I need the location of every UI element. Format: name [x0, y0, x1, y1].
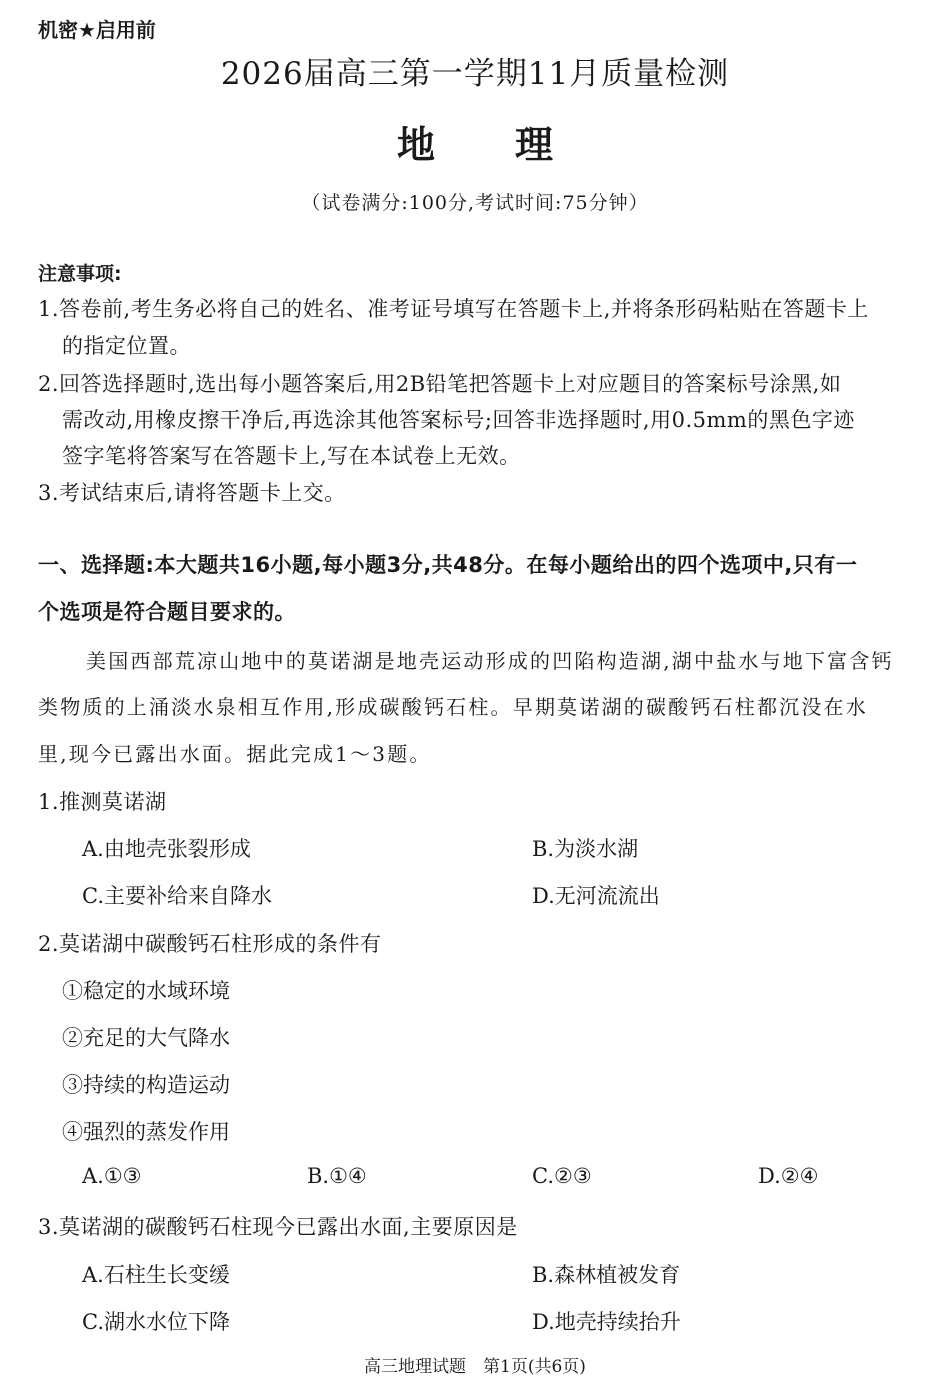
q2-option-a: A.①③ [82, 1164, 142, 1188]
q1-option-c: C.主要补给来自降水 [82, 884, 272, 908]
q2-option-d: D.②④ [758, 1164, 819, 1188]
q2-item: ④强烈的蒸发作用 [62, 1120, 230, 1144]
q3-option-d: D.地壳持续抬升 [532, 1310, 681, 1334]
q1-option-d: D.无河流流出 [532, 884, 660, 908]
passage-line: 美国西部荒凉山地中的莫诺湖是地壳运动形成的凹陷构造湖,湖中盐水与地下富含钙 [86, 649, 894, 673]
exam-info: （试卷满分:100分,考试时间:75分钟） [301, 192, 649, 214]
note-line: 签字笔将答案写在答题卡上,写在本试卷上无效。 [62, 444, 521, 468]
q3-option-b: B.森林植被发育 [532, 1263, 681, 1287]
q3-option-a: A.石柱生长变缓 [82, 1263, 230, 1287]
question-2-stem: 2.莫诺湖中碳酸钙石柱形成的条件有 [38, 932, 382, 956]
question-3-stem: 3.莫诺湖的碳酸钙石柱现今已露出水面,主要原因是 [38, 1215, 518, 1239]
note-line: 3.考试结束后,请将答题卡上交。 [38, 481, 346, 505]
note-line: 需改动,用橡皮擦干净后,再选涂其他答案标号;回答非选择题时,用0.5mm的黑色字迹 [62, 408, 855, 432]
q2-item: ②充足的大气降水 [62, 1026, 230, 1050]
question-1-stem: 1.推测莫诺湖 [38, 790, 167, 814]
passage-line: 类物质的上涌淡水泉相互作用,形成碳酸钙石柱。早期莫诺湖的碳酸钙石柱都沉没在水 [38, 695, 868, 719]
q1-option-a: A.由地壳张裂形成 [82, 837, 251, 861]
section-heading-cont: 个选项是符合题目要求的。 [38, 600, 296, 624]
subject-heading: 地理 [396, 123, 633, 167]
q1-option-b: B.为淡水湖 [532, 837, 639, 861]
q2-option-c: C.②③ [532, 1164, 592, 1188]
note-line: 2.回答选择题时,选出每小题答案后,用2B铅笔把答题卡上对应题目的答案标号涂黑,如 [38, 372, 842, 396]
exam-title: 2026届高三第一学期11月质量检测 [220, 56, 730, 92]
page-footer: 高三地理试题 第1页(共6页) [364, 1357, 586, 1377]
confidential-label: 机密★启用前 [38, 18, 156, 42]
q3-option-c: C.湖水水位下降 [82, 1310, 230, 1334]
q2-option-b: B.①④ [307, 1164, 367, 1188]
note-line: 的指定位置。 [62, 334, 191, 358]
passage-line: 里,现今已露出水面。据此完成1～3题。 [38, 742, 432, 766]
section-heading: 一、选择题:本大题共16小题,每小题3分,共48分。在每小题给出的四个选项中,只有一 [38, 553, 858, 577]
q2-item: ①稳定的水域环境 [62, 979, 230, 1003]
notes-heading: 注意事项: [38, 263, 122, 285]
note-line: 1.答卷前,考生务必将自己的姓名、准考证号填写在答题卡上,并将条形码粘贴在答题卡上 [38, 297, 869, 321]
q2-item: ③持续的构造运动 [62, 1073, 230, 1097]
